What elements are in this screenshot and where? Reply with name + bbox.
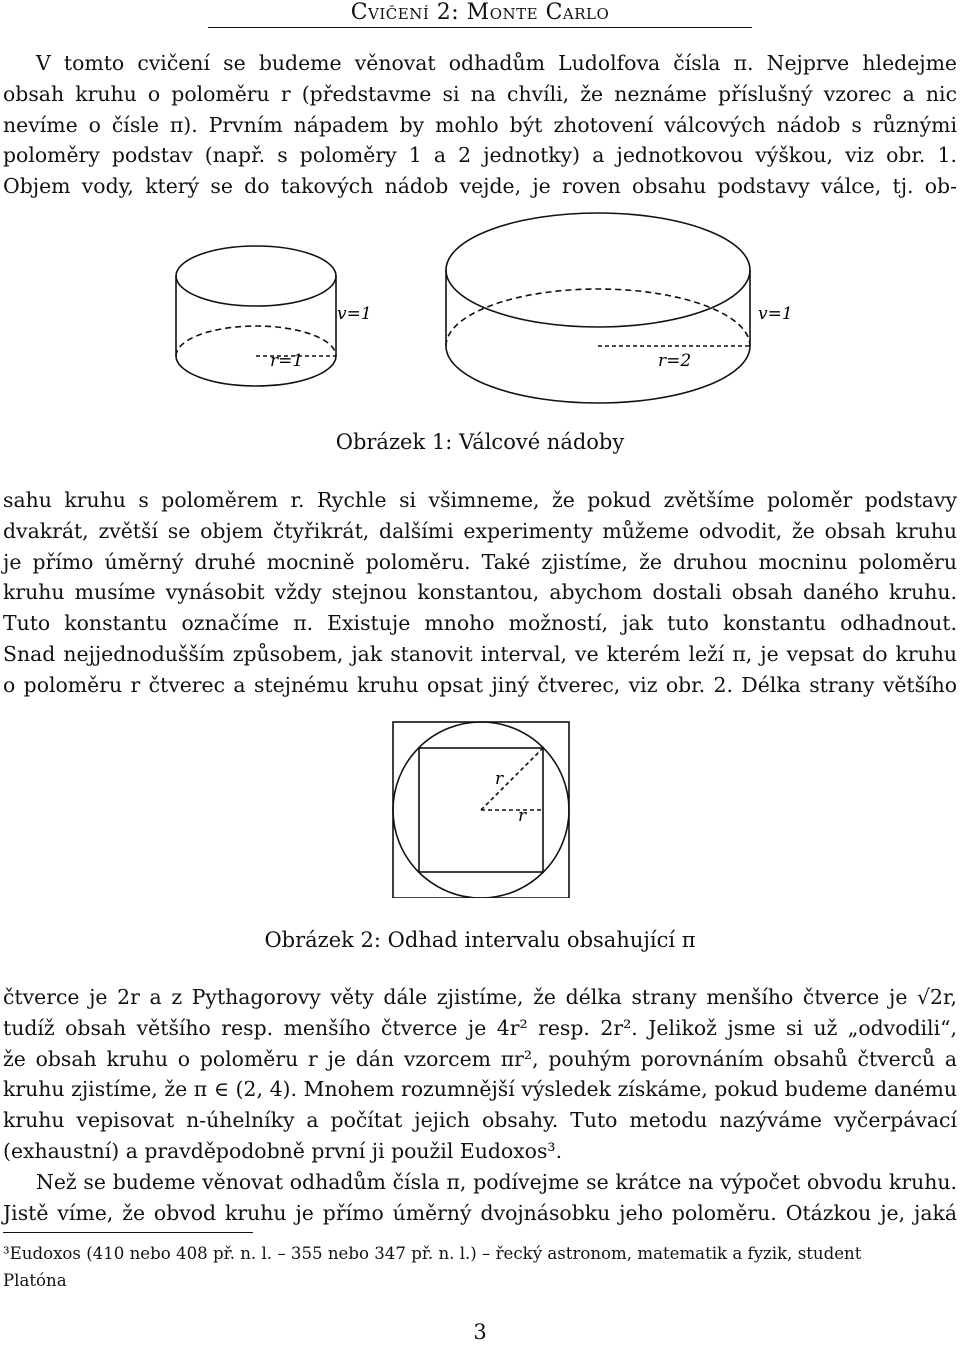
text-line: (exhaustní) a pravděpodobně první ji použil Eudoxos³.: [3, 1138, 563, 1163]
figure-2-caption: Obrázek 2: Odhad intervalu obsahující π: [264, 928, 696, 952]
large-cylinder: [446, 213, 750, 403]
text-line: kruhu zjistíme, že π ∈ (2, 4). Mnohem rozumnější výsledek získáme, pokud budeme danému: [3, 1077, 957, 1102]
right-radius-label: r=2: [658, 351, 692, 371]
footnote-line: Platóna: [3, 1271, 67, 1290]
right-height-label: v=1: [758, 304, 793, 324]
text-line: čtverce je 2r a z Pythagorovy věty dále zjistíme, že délka strany menšího čtverce je √2r,: [3, 985, 957, 1009]
paragraph-circumference: [3, 1167, 957, 1229]
text-line: nevíme o čísle π). Prvním nápadem by mohlo být zhotovení válcových nádob s různými: [3, 112, 957, 137]
text-line: Tuto konstantu označíme π. Existuje mnoho možností, jak tuto konstantu odhadnout.: [3, 611, 957, 636]
text-line: je přímo úměrný druhé mocnině poloměru. Také zjistíme, že druhou mocninu poloměru: [3, 549, 957, 574]
text-line: Snad nejjednodušším způsobem, jak stanovit interval, ve kterém leží π, je vepsat do kruhu: [3, 641, 957, 666]
left-height-label: v=1: [337, 304, 372, 324]
radius-label-top: r: [495, 769, 504, 789]
page-title: Cvičení 2: Monte Carlo: [208, 0, 752, 28]
radius-label-bottom: r: [518, 806, 527, 826]
page-number: 3: [473, 1320, 487, 1344]
paragraph-area: [3, 485, 957, 701]
text-line: o poloměru r čtverec a stejnému kruhu opsat jiný čtverec, viz obr. 2. Délka strany většího: [3, 672, 957, 697]
footnote-line: ³Eudoxos (410 nebo 408 př. n. l. – 355 nebo 347 př. n. l.) – řecký astronom, matematik a fyzik, student: [3, 1244, 862, 1263]
footnote-divider: [3, 1232, 253, 1233]
text-line: tudíž obsah většího resp. menšího čtverce je 4r² resp. 2r². Jelikož jsme si už „odvodili“,: [3, 1015, 957, 1040]
text-line: že obsah kruhu o poloměru r je dán vzorcem πr², pouhým porovnáním obsahů čtverců a: [3, 1046, 957, 1071]
paragraph-intro: [3, 48, 957, 202]
text-line: dvakrát, zvětší se objem čtyřikrát, dalšími experimenty můžeme odvodit, že obsah kruhu: [3, 518, 957, 543]
paragraph-squares: [3, 982, 957, 1167]
text-line: Jistě víme, že obvod kruhu je přímo úměrný dvojnásobku jeho poloměru. Otázkou je, jaká: [3, 1200, 957, 1225]
left-radius-label: r=1: [270, 351, 304, 371]
figure-cylinders: [0, 210, 960, 410]
figure-1-caption: Obrázek 1: Válcové nádoby: [335, 430, 625, 454]
text-line: obsah kruhu o poloměru r (představme si na chvíli, že neznáme příslušný vzorec a nic: [3, 81, 957, 106]
text-line: kruhu musíme vynásobit vždy stejnou konstantou, abychom dostali obsah daného kruhu.: [3, 580, 957, 605]
footnote: [3, 1240, 957, 1294]
figure-squares: [0, 718, 960, 898]
radius-diagonal: [481, 748, 543, 810]
small-cylinder: [176, 246, 336, 386]
text-line: Než se budeme věnovat odhadům čísla π, podívejme se krátce na výpočet obvodu kruhu.: [36, 1170, 957, 1194]
text-line: kruhu vepisovat n-úhelníky a počítat jejich obsahy. Tuto metodu nazýváme vyčerpávací: [3, 1108, 957, 1133]
circle-squares-diagram: [393, 722, 569, 898]
text-line: Objem vody, který se do takových nádob vejde, je roven obsahu podstavy válce, tj. ob-: [3, 174, 957, 199]
text-line: sahu kruhu s poloměrem r. Rychle si všimneme, že pokud zvětšíme poloměr podstavy: [3, 488, 957, 512]
text-line: poloměry podstav (např. s poloměry 1 a 2 jednotky) a jednotkovou výškou, viz obr. 1.: [3, 143, 957, 168]
text-line: V tomto cvičení se budeme věnovat odhadům Ludolfova čísla π. Nejprve hledejme: [36, 51, 957, 75]
